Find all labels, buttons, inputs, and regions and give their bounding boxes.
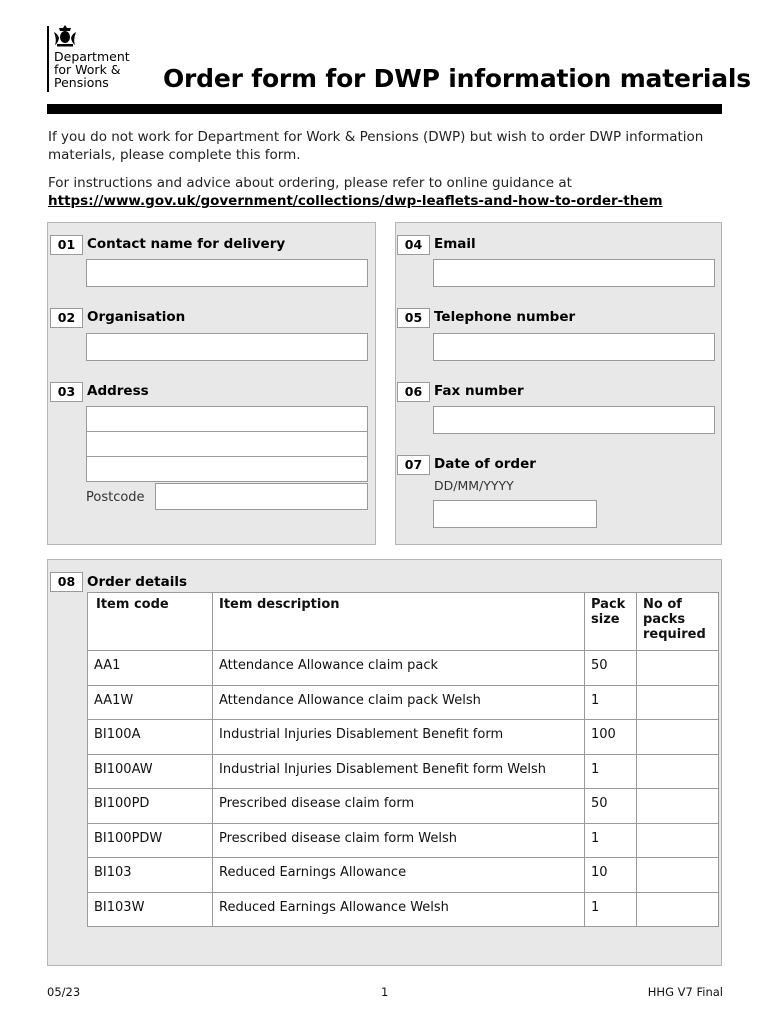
item-code-cell: BI100PDW [88, 823, 213, 858]
question-number-04: 04 [397, 235, 430, 255]
page-title: Order form for DWP information materials [163, 64, 751, 93]
table-header-row [88, 593, 719, 651]
packs-required-input[interactable] [637, 858, 719, 893]
item-description-cell: Prescribed disease claim form [213, 789, 585, 824]
item-description-cell: Attendance Allowance claim pack [213, 651, 585, 686]
item-code-cell: BI103 [88, 858, 213, 893]
pack-size-cell: 50 [585, 789, 637, 824]
department-name: Department for Work & Pensions [54, 49, 130, 90]
table-row [88, 823, 719, 858]
table-row [88, 720, 719, 755]
question-number-06: 06 [397, 382, 430, 402]
packs-required-header: No of packs required [637, 593, 719, 651]
organisation-label: Organisation [87, 309, 186, 325]
item-code-cell: BI100PD [88, 789, 213, 824]
pack-size-cell: 100 [585, 720, 637, 755]
fax-input[interactable] [433, 406, 715, 434]
address-line-2-input[interactable] [86, 431, 368, 457]
postcode-input[interactable] [155, 483, 368, 510]
order-table [87, 592, 719, 927]
packs-required-input[interactable] [637, 720, 719, 755]
order-details-label: Order details [87, 574, 187, 590]
item-description-cell: Reduced Earnings Allowance Welsh [213, 892, 585, 927]
item-description-cell: Prescribed disease claim form Welsh [213, 823, 585, 858]
table-row [88, 651, 719, 686]
fax-label: Fax number [434, 383, 524, 399]
pack-size-cell: 1 [585, 685, 637, 720]
dwp-logo [47, 24, 137, 94]
question-number-01: 01 [50, 235, 83, 255]
address-line-3-input[interactable] [86, 456, 368, 482]
question-number-07: 07 [397, 455, 430, 475]
table-row [88, 685, 719, 720]
postcode-label: Postcode [86, 490, 145, 505]
guidance-paragraph: For instructions and advice about ordering, please refer to online guidance at https://www.gov.uk/government/collections/dwp-leaflets-and-how-to-order-them [48, 175, 663, 209]
table-row [88, 858, 719, 893]
pack-size-cell: 1 [585, 892, 637, 927]
organisation-input[interactable] [86, 333, 368, 361]
packs-required-input[interactable] [637, 651, 719, 686]
pack-size-cell: 50 [585, 651, 637, 686]
packs-required-input[interactable] [637, 892, 719, 927]
royal-crest-icon [52, 24, 78, 48]
pack-size-header: Pack size [585, 593, 637, 651]
footer-date: 05/23 [47, 985, 81, 999]
question-number-02: 02 [50, 308, 83, 328]
packs-required-input[interactable] [637, 789, 719, 824]
email-input[interactable] [433, 259, 715, 287]
item-code-cell: BI100AW [88, 754, 213, 789]
telephone-input[interactable] [433, 333, 715, 361]
item-code-cell: AA1 [88, 651, 213, 686]
page-number: 1 [381, 985, 389, 999]
item-code-cell: BI100A [88, 720, 213, 755]
title-divider [47, 104, 722, 114]
pack-size-cell: 1 [585, 823, 637, 858]
pack-size-cell: 1 [585, 754, 637, 789]
item-description-cell: Industrial Injuries Disablement Benefit form [213, 720, 585, 755]
email-label: Email [434, 236, 476, 252]
date-of-order-label: Date of order [434, 456, 536, 472]
item-description-header: Item description [213, 593, 585, 651]
intro-paragraph: If you do not work for Department for Work & Pensions (DWP) but wish to order DWP information materials, please complete this form. [48, 129, 704, 163]
telephone-label: Telephone number [434, 309, 576, 325]
address-line-1-input[interactable] [86, 406, 368, 432]
logo-rule [47, 26, 49, 92]
date-of-order-input[interactable] [433, 500, 597, 528]
item-code-header: Item code [88, 593, 213, 651]
question-number-03: 03 [50, 382, 83, 402]
packs-required-input[interactable] [637, 823, 719, 858]
question-number-08: 08 [50, 572, 83, 592]
pack-size-cell: 10 [585, 858, 637, 893]
date-format-hint: DD/MM/YYYY [434, 478, 514, 493]
contact-name-input[interactable] [86, 259, 368, 287]
item-code-cell: BI103W [88, 892, 213, 927]
form-version: HHG V7 Final [647, 985, 723, 999]
guidance-link[interactable]: https://www.gov.uk/government/collections/dwp-leaflets-and-how-to-order-them [48, 193, 663, 209]
item-code-cell: AA1W [88, 685, 213, 720]
table-row [88, 754, 719, 789]
packs-required-input[interactable] [637, 754, 719, 789]
item-description-cell: Attendance Allowance claim pack Welsh [213, 685, 585, 720]
address-label: Address [87, 383, 149, 399]
contact-name-label: Contact name for delivery [87, 236, 286, 252]
table-row [88, 789, 719, 824]
item-description-cell: Reduced Earnings Allowance [213, 858, 585, 893]
item-description-cell: Industrial Injuries Disablement Benefit form Welsh [213, 754, 585, 789]
table-row [88, 892, 719, 927]
question-number-05: 05 [397, 308, 430, 328]
packs-required-input[interactable] [637, 685, 719, 720]
